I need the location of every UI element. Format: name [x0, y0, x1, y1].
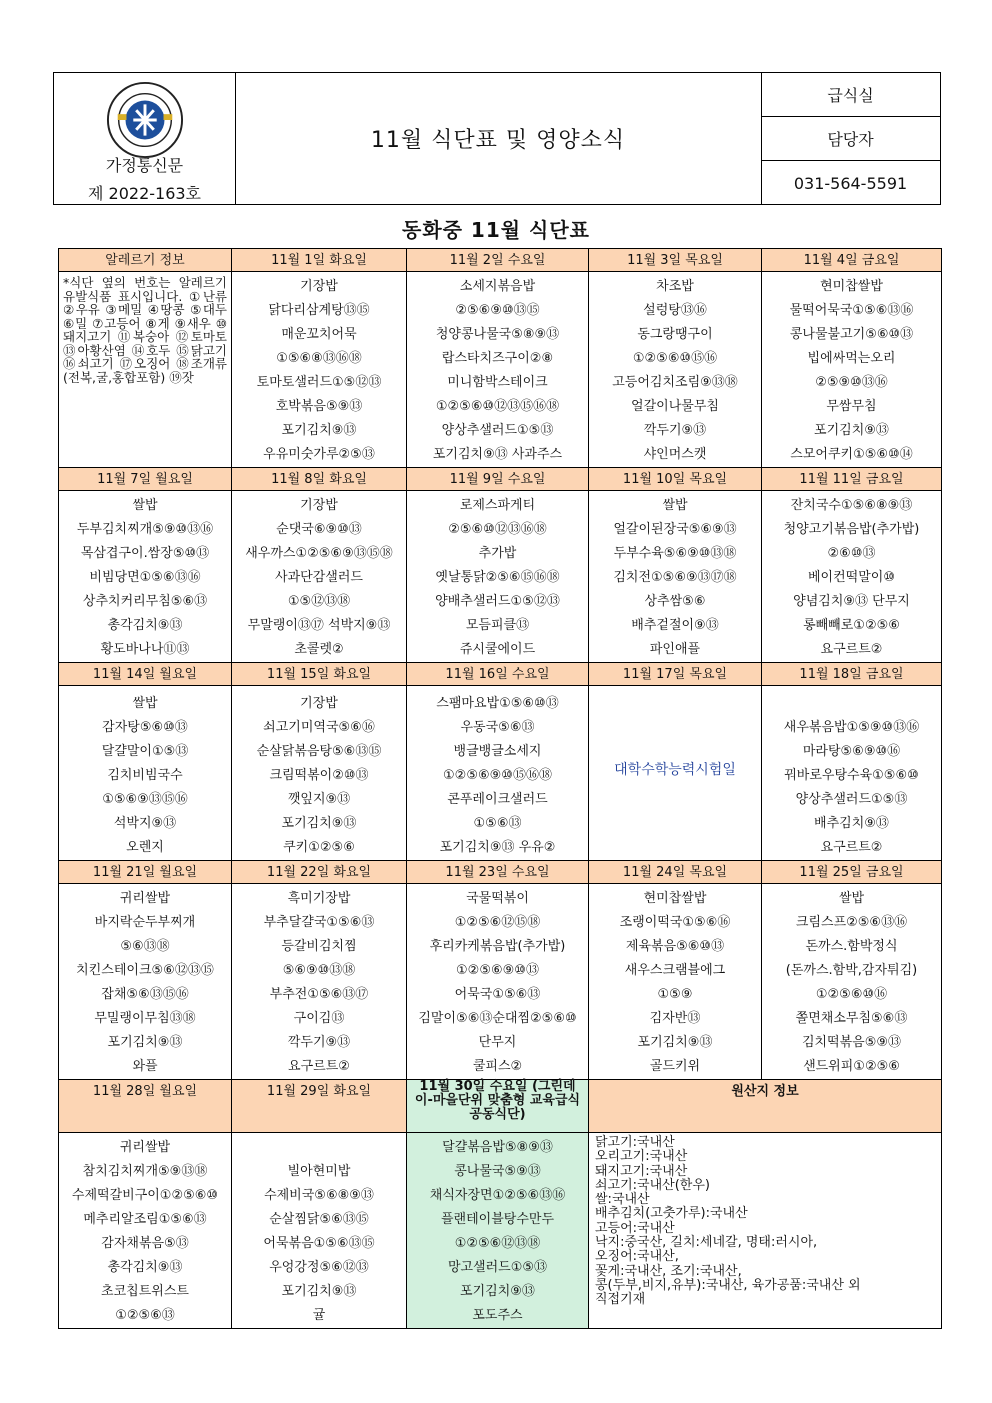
menu-item: ①②⑤⑥⑫⑬⑱	[454, 1236, 541, 1251]
menu-item: 기장밥	[300, 279, 338, 294]
menu-item: ①⑤⑥⑨⑬⑮⑯	[102, 792, 188, 807]
menu-item: 콩나물불고기⑤⑥⑩⑬	[789, 327, 914, 342]
menu-item: 토마토샐러드①⑤⑫⑬	[256, 375, 382, 390]
contact-role: 담당자	[761, 117, 940, 161]
menu-item: 총각김치⑨⑬	[107, 1260, 183, 1275]
menu-item: 포기김치⑨⑬ 사과주스	[432, 447, 563, 462]
menu-item: 순댓국⑥⑨⑩⑬	[276, 522, 362, 537]
day-menu-cell	[232, 884, 407, 1080]
menu-item: 총각김치⑨⑬	[107, 618, 183, 633]
day-menu-cell	[59, 491, 232, 663]
day-menu-cell	[407, 272, 589, 468]
menu-item: 샌드위피①②⑤⑥	[803, 1059, 900, 1074]
menu-item: 우동국⑤⑥⑬	[460, 720, 535, 735]
menu-item: 부추달걀국①⑤⑥⑬	[263, 915, 375, 930]
menu-item: 요구르트②	[820, 840, 883, 855]
menu-item: (돈까스.함박,감자튀김)	[785, 963, 918, 978]
menu-item: 초코칩트위스트	[101, 1284, 189, 1299]
menu-item: 쿠키①②⑤⑥	[283, 840, 355, 855]
day-menu-cell	[59, 686, 232, 861]
green-day-header: 11월 30일 수요일 (그린데이-마을단위 맞춤형 교육급식 공동식단)	[407, 1080, 589, 1133]
week-3-header-row	[59, 663, 942, 686]
menu-item: 수제떡갈비구이①②⑤⑥⑩	[71, 1188, 219, 1203]
menu-item: 두부김치찌개⑤⑨⑩⑬⑯	[76, 522, 214, 537]
menu-item: 고등어김치조림⑨⑬⑱	[612, 375, 738, 390]
origin-info-cell	[589, 1133, 942, 1329]
menu-item: 로제스파게티	[459, 498, 536, 513]
menu-item: 포기김치⑨⑬	[281, 1284, 357, 1299]
menu-item: 물떡어묵국①⑤⑥⑬⑯	[789, 303, 914, 318]
menu-item: 달걀볶음밥⑤⑧⑨⑬	[442, 1140, 553, 1155]
menu-item: 어묵볶음①⑤⑥⑬⑮	[263, 1236, 375, 1251]
menu-item: 마라탕⑤⑥⑨⑩⑯	[802, 744, 901, 759]
dept-label: 급식실	[761, 73, 940, 117]
day-header: 11월 25일 금요일	[762, 861, 942, 884]
menu-item: 스팸마요밥①⑤⑥⑩⑬	[436, 696, 559, 711]
day-header: 11월 10일 목요일	[589, 468, 762, 491]
week-5-menu-row	[59, 1133, 942, 1329]
origin-line: 낙지:중국산, 길치:세네갈, 명태:러시아,	[595, 1235, 818, 1251]
menu-item: 양상추샐러드①⑤⑬	[795, 792, 908, 807]
menu-item: 귤	[312, 1308, 326, 1323]
day-header: 11월 18일 금요일	[762, 663, 942, 686]
menu-item: 무밀랭이무침⑬⑱	[94, 1011, 196, 1026]
menu-item: 잡채⑤⑥⑬⑮⑯	[101, 987, 189, 1002]
menu-item: 현미찹쌀밥	[643, 891, 707, 906]
origin-line: 콩(두부,비지,유부):국내산, 육가공품:국내산 외	[595, 1277, 861, 1293]
menu-item: 김치전①⑤⑥⑨⑬⑰⑱	[613, 570, 737, 585]
menu-item: 기장밥	[300, 498, 338, 513]
menu-item: ⑤⑥⑨⑩⑬⑱	[282, 963, 356, 978]
menu-item: ②⑤⑥⑨⑩⑬⑮	[455, 303, 540, 318]
menu-item: 포기김치⑨⑬	[107, 1035, 183, 1050]
menu-item: 콘푸레이크샐러드	[447, 792, 548, 807]
menu-item: 채식자장면①②⑤⑥⑬⑯	[429, 1188, 566, 1203]
menu-item: 스모어쿠키①⑤⑥⑩⑭	[790, 447, 913, 462]
menu-item: 크림스프②⑤⑥⑬⑯	[795, 915, 908, 930]
menu-item: 국물떡볶이	[466, 891, 529, 906]
menu-item: 잔치국수①⑤⑥⑧⑨⑬	[790, 498, 913, 513]
menu-table	[58, 248, 942, 1329]
school-logo-icon	[106, 81, 184, 159]
doc-number: 제 2022-163호	[87, 184, 202, 203]
doc-type: 가정통신문	[105, 156, 184, 175]
origin-line: 오징어:국내산,	[595, 1249, 679, 1265]
day-menu-cell	[762, 272, 942, 468]
day-menu-cell	[762, 884, 942, 1080]
menu-item: 상추쌈⑤⑥	[644, 594, 706, 609]
day-menu-cell	[59, 1133, 232, 1329]
menu-item: ①②⑤⑥⑩⑯	[815, 987, 888, 1002]
menu-item: 얼갈이나물무침	[631, 399, 719, 414]
origin-line: 꽃게:국내산, 조기:국내산,	[595, 1263, 742, 1279]
menu-item	[232, 1136, 406, 1160]
day-header: 11월 4일 금요일	[762, 249, 942, 272]
menu-item: 사과단감샐러드	[275, 570, 363, 585]
menu-item: 뱅글뱅글소세지	[453, 744, 542, 759]
week-4-header-row	[59, 861, 942, 884]
menu-item: 소세지볶음밥	[459, 279, 536, 294]
menu-item: 새우볶음밥①⑤⑨⑩⑬⑯	[783, 720, 920, 735]
week-5-header-row	[59, 1080, 942, 1133]
menu-item: ①⑤⑥⑬	[473, 816, 522, 831]
menu-item: 꿔바로우탕수육①⑤⑥⑩	[784, 768, 919, 783]
allergy-header: 알레르기 정보	[59, 249, 232, 272]
menu-item: 포기김치⑨⑬	[281, 423, 357, 438]
menu-item: 포도주스	[472, 1308, 523, 1323]
menu-item: 모듬피클⑬	[465, 618, 530, 633]
day-menu-cell	[762, 686, 942, 861]
menu-item: 돈까스.함박정식	[805, 939, 898, 954]
menu-item: 설렁탕⑬⑯	[643, 303, 707, 318]
menu-item: ①⑤⑨	[657, 987, 693, 1002]
menu-item: 롱빼빼로①②⑤⑥	[803, 618, 900, 633]
menu-item: 귀리쌀밥	[119, 891, 171, 906]
menu-item: 망고샐러드①⑤⑬	[447, 1260, 548, 1275]
menu-item: ①②⑤⑥⑨⑩⑬	[456, 963, 539, 978]
menu-item: 수제비국⑤⑥⑧⑨⑬	[264, 1188, 374, 1203]
menu-item: 양상추샐러드①⑤⑬	[441, 423, 554, 438]
menu-item: 감자채볶음⑤⑬	[101, 1236, 189, 1251]
menu-item: ①②⑤⑥⑩⑫⑬⑮⑯⑱	[435, 399, 560, 414]
menu-item: 추가밥	[478, 546, 517, 561]
menu-item: 쌀밥	[132, 696, 158, 711]
menu-item: 콩나물국⑤⑨⑬	[454, 1164, 541, 1179]
menu-item: 빕에싸먹는오리	[807, 351, 896, 366]
menu-item: 순살찜닭⑤⑥⑬⑮	[269, 1212, 369, 1227]
origin-header: 원산지 정보	[589, 1080, 942, 1133]
menu-item: 바지락순두부찌개	[94, 915, 196, 930]
contact-block	[761, 73, 940, 204]
origin-line: 쇠고기:국내산(한우)	[595, 1177, 710, 1193]
menu-item: 포기김치⑨⑬	[814, 423, 889, 438]
menu-item: 파인애플	[649, 642, 701, 657]
menu-item: 포기김치⑨⑬	[460, 1284, 535, 1299]
menu-item: 무쌈무침	[826, 399, 877, 414]
menu-item: 요구르트②	[820, 642, 883, 657]
week-4-menu-row	[59, 884, 942, 1080]
menu-item: ①②⑤⑥⑨⑩⑮⑯⑱	[443, 768, 552, 783]
exam-day-note: 대학수학능력시험일	[614, 762, 736, 778]
day-menu-cell	[407, 686, 589, 861]
menu-item: ②⑥⑩⑬	[827, 546, 876, 561]
menu-item: 베이컨떡말이⑩	[807, 570, 895, 585]
week-2-header-row	[59, 468, 942, 491]
menu-item: 쌀밥	[838, 891, 865, 906]
menu-item: 초콜렛②	[294, 642, 344, 657]
allergy-text: *식단 옆의 번호는 알레르기 유발식품 표시입니다. ①난류 ②우유 ③메밀 ④땅콩 ⑤대두 ⑥밀 ⑦고등어 ⑧게 ⑨새우 ⑩돼지고기 ⑪복숭아 ⑫토마토 ⑬아황산염 ⑭호두 ⑮닭고기 ⑯쇠고기 ⑰오징어 ⑱조개류(전복,굴,홍합포함) ⑲잣	[63, 275, 227, 385]
origin-line: 돼지고기:국내산	[595, 1163, 688, 1179]
menu-item: ②⑤⑥⑩⑫⑬⑯⑱	[448, 522, 547, 537]
menu-item: 김치떡볶음⑤⑨⑬	[801, 1035, 902, 1050]
day-menu-cell	[407, 1133, 589, 1329]
menu-item: ①②⑤⑥⑩⑮⑯	[632, 351, 718, 366]
menu-item: 석박지⑨⑬	[113, 816, 177, 831]
day-header: 11월 3일 목요일	[589, 249, 762, 272]
menu-item: 포기김치⑨⑬	[281, 816, 357, 831]
menu-item: 달걀말이①⑤⑬	[101, 744, 189, 759]
menu-item: 쌀밥	[132, 498, 158, 513]
menu-item: ①②⑤⑥⑬	[115, 1308, 175, 1323]
menu-item: 미니함박스테이크	[447, 375, 548, 390]
menu-item: 귀리쌀밥	[119, 1140, 171, 1155]
menu-item: 우유미숫가루②⑤⑬	[263, 447, 375, 462]
menu-item: 치킨스테이크⑤⑥⑫⑬⑮	[76, 963, 214, 978]
menu-item: 골드키위	[649, 1059, 701, 1074]
menu-item: 쿨피스②	[472, 1059, 523, 1074]
day-menu-cell	[59, 884, 232, 1080]
menu-item: 깻잎지⑨⑬	[287, 792, 351, 807]
menu-item: 크림떡볶이②⑩⑬	[269, 768, 369, 783]
day-header: 11월 9일 수요일	[407, 468, 589, 491]
menu-item: 단무지	[478, 1035, 517, 1050]
day-header: 11월 23일 수요일	[407, 861, 589, 884]
menu-item: 쇠고기미역국⑤⑥⑯	[263, 720, 375, 735]
day-menu-cell	[589, 686, 762, 861]
menu-item	[762, 692, 941, 716]
menu-item: 배추김치⑨⑬	[814, 816, 889, 831]
menu-item: 닭다리삼계탕⑬⑮	[268, 303, 370, 318]
menu-item: 어묵국①⑤⑥⑬	[454, 987, 541, 1002]
day-menu-cell	[589, 491, 762, 663]
day-header: 11월 8일 화요일	[232, 468, 407, 491]
menu-item: 새우까스①②⑤⑥⑨⑬⑮⑱	[245, 546, 393, 561]
menu-item: 상추치커리무침⑤⑥⑬	[82, 594, 208, 609]
day-header: 11월 15일 화요일	[232, 663, 407, 686]
menu-item: 쥬시쿨에이드	[459, 642, 536, 657]
menu-item: 조랭이떡국①⑤⑥⑯	[619, 915, 731, 930]
menu-item: 현미찹쌀밥	[820, 279, 883, 294]
menu-item: 빌아현미밥	[287, 1164, 351, 1179]
menu-item: 청양고기볶음밥(추가밥)	[783, 522, 920, 537]
menu-item: 감자탕⑤⑥⑩⑬	[102, 720, 188, 735]
menu-item: 우엉강정⑤⑥⑫⑬	[269, 1260, 369, 1275]
menu-item: 배추겉절이⑨⑬	[631, 618, 719, 633]
menu-item: 부추전①⑤⑥⑬⑰	[269, 987, 369, 1002]
day-header: 11월 11일 금요일	[762, 468, 942, 491]
menu-item: 흑미기장밥	[287, 891, 351, 906]
day-menu-cell	[232, 272, 407, 468]
menu-item: 깍두기⑨⑬	[643, 423, 707, 438]
origin-lines	[589, 1133, 941, 1308]
menu-item: 쌀밥	[662, 498, 688, 513]
menu-item: 순살닭볶음탕⑤⑥⑬⑮	[256, 744, 382, 759]
day-menu-cell	[232, 1133, 407, 1329]
menu-item: 양념김치⑨⑬ 단무지	[793, 594, 910, 609]
menu-item: ⑤⑥⑬⑱	[120, 939, 170, 954]
menu-item: 얼갈이된장국⑤⑥⑨⑬	[613, 522, 737, 537]
menu-item: 포기김치⑨⑬	[637, 1035, 713, 1050]
day-menu-cell	[232, 686, 407, 861]
menu-item: ①⑤⑫⑬⑱	[287, 594, 351, 609]
menu-item: 옛날통닭②⑤⑥⑮⑯⑱	[435, 570, 560, 585]
day-header: 11월 16일 수요일	[407, 663, 589, 686]
day-header: 11월 28일 월요일	[59, 1080, 232, 1133]
day-header: 11월 22일 화요일	[232, 861, 407, 884]
phone-number: 031-564-5591	[793, 173, 908, 193]
origin-line: 직접기재	[595, 1292, 646, 1308]
day-menu-cell	[232, 491, 407, 663]
origin-line: 오리고기:국내산	[595, 1149, 688, 1165]
origin-line: 쌀:국내산	[595, 1192, 650, 1208]
letter-header	[53, 72, 941, 205]
day-header: 11월 14일 월요일	[59, 663, 232, 686]
origin-line: 닭고기:국내산	[595, 1135, 675, 1150]
menu-item: 등갈비김치찜	[281, 939, 357, 954]
menu-item: ①⑤⑥⑧⑬⑯⑱	[276, 351, 362, 366]
menu-item: ①②⑤⑥⑫⑮⑱	[454, 915, 541, 930]
day-menu-cell	[589, 884, 762, 1080]
day-header: 11월 29일 화요일	[232, 1080, 407, 1133]
menu-item: 메추리알조림①⑤⑥⑬	[83, 1212, 207, 1227]
menu-item: 오렌지	[126, 840, 164, 855]
letter-title: 11월 식단표 및 영양소식	[235, 73, 762, 204]
menu-item: 동그랑땡구이	[637, 327, 713, 342]
menu-item: ②⑤⑨⑩⑬⑯	[815, 375, 888, 390]
menu-item: 플랜테이블탕수만두	[440, 1212, 555, 1227]
menu-item: 무말랭이⑬⑰ 석박지⑨⑬	[247, 618, 391, 633]
week-1-header-row	[59, 249, 942, 272]
menu-item: 김치비빔국수	[107, 768, 183, 783]
week-1-menu-row	[59, 272, 942, 468]
origin-line: 배추김치(고춧가루):국내산	[595, 1206, 748, 1222]
day-menu-cell	[762, 491, 942, 663]
menu-item: 목삼겹구이.쌈장⑤⑩⑬	[80, 546, 210, 561]
day-menu-cell	[407, 491, 589, 663]
menu-item: 황도바나나⑪⑬	[100, 642, 190, 657]
day-menu-cell	[407, 884, 589, 1080]
menu-item: 와플	[132, 1059, 158, 1074]
day-header: 11월 1일 화요일	[232, 249, 407, 272]
menu-item: 청양콩나물국⑤⑧⑨⑬	[435, 327, 560, 342]
menu-item: 깍두기⑨⑬	[287, 1035, 351, 1050]
day-header: 11월 21일 월요일	[59, 861, 232, 884]
allergy-info-cell	[59, 272, 232, 468]
day-header: 11월 17일 목요일	[589, 663, 762, 686]
day-menu-cell	[589, 272, 762, 468]
menu-item: 포기김치⑨⑬ 우유②	[439, 840, 556, 855]
menu-item: 새우스크램블에그	[624, 963, 726, 978]
week-2-menu-row	[59, 491, 942, 663]
menu-item: 두부수육⑤⑥⑨⑩⑬⑱	[613, 546, 737, 561]
logo-cell	[54, 73, 236, 204]
menu-item: 쫄면채소무침⑤⑥⑬	[795, 1011, 908, 1026]
menu-item: 김자반⑬	[649, 1011, 701, 1026]
menu-item: 비빔당면①⑤⑥⑬⑯	[89, 570, 201, 585]
menu-item: 구이김⑬	[293, 1011, 345, 1026]
menu-item: 제육볶음⑤⑥⑩⑬	[625, 939, 725, 954]
menu-item: 매운꼬치어묵	[281, 327, 357, 342]
day-header: 11월 2일 수요일	[407, 249, 589, 272]
menu-item: 랍스타치즈구이②⑧	[441, 351, 554, 366]
origin-line: 고등어:국내산	[595, 1220, 675, 1236]
menu-item: 요구르트②	[288, 1059, 350, 1074]
day-header: 11월 7일 월요일	[59, 468, 232, 491]
menu-item: 김말이⑤⑥⑬순대찜②⑤⑥⑩	[418, 1011, 577, 1026]
menu-item: 참치김치찌개⑤⑨⑬⑱	[82, 1164, 208, 1179]
menu-title: 동화중 11월 식단표	[402, 218, 590, 242]
menu-item: 기장밥	[300, 696, 338, 711]
menu-item: 후리카케볶음밥(추가밥)	[429, 939, 566, 954]
day-header: 11월 24일 목요일	[589, 861, 762, 884]
menu-item: 호박볶음⑤⑨⑬	[275, 399, 363, 414]
week-3-menu-row	[59, 686, 942, 861]
menu-item: 차조밥	[656, 279, 694, 294]
menu-item: 양배추샐러드①⑤⑫⑬	[435, 594, 560, 609]
menu-item: 샤인머스캣	[643, 447, 707, 462]
